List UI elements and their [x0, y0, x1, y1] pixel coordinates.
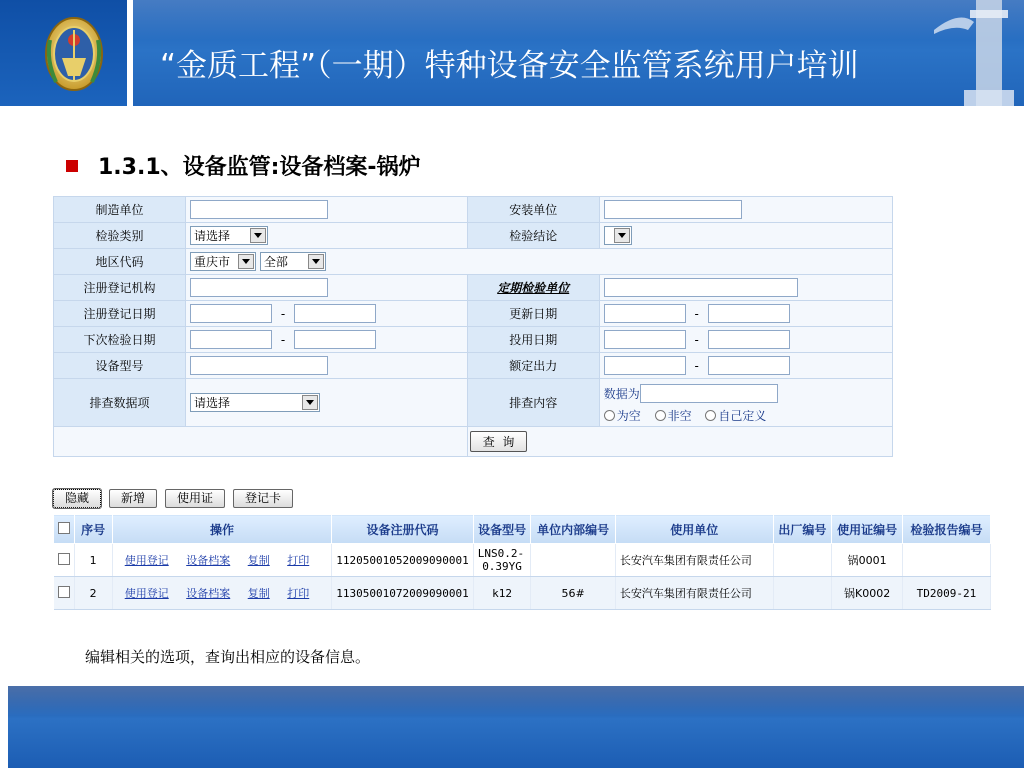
- next-inspection-from[interactable]: [190, 330, 272, 349]
- inspection-result-select[interactable]: [604, 226, 632, 245]
- header-banner: [0, 0, 1024, 112]
- table-row: [54, 544, 991, 577]
- footer-banner: [8, 686, 1024, 768]
- rated-output-from[interactable]: [604, 356, 686, 375]
- row-checkbox[interactable]: [58, 553, 70, 565]
- model-cell-line2: 0.39YG: [482, 560, 522, 573]
- report-no-cell: TD2009-21: [902, 577, 990, 610]
- model-label: 设备型号: [54, 353, 186, 379]
- registry-org-input[interactable]: [190, 278, 328, 297]
- in-use-date-label: 投用日期: [467, 327, 599, 353]
- radio-empty[interactable]: [604, 410, 615, 421]
- cert-no-cell: 锅0001: [832, 544, 903, 577]
- rated-output-to[interactable]: [708, 356, 790, 375]
- section-title: 1.3.1、设备监管:设备档案-锅炉: [98, 155, 421, 180]
- page-title: “金质工程”（一期）特种设备安全监管系统用户培训: [160, 48, 859, 84]
- print-link[interactable]: 打印: [287, 587, 310, 600]
- data-is-label: 数据为: [603, 386, 640, 401]
- chevron-down-icon: [302, 395, 318, 410]
- installer-input[interactable]: [604, 200, 742, 219]
- col-reg-code: 设备注册代码: [332, 515, 473, 544]
- hide-button[interactable]: 隐藏: [53, 489, 101, 508]
- table-row: [54, 577, 991, 610]
- use-cert-button[interactable]: 使用证: [165, 489, 225, 508]
- section-heading: [66, 150, 421, 181]
- next-inspection-label: 下次检验日期: [54, 327, 186, 353]
- registry-org-label: 注册登记机构: [54, 275, 186, 301]
- col-report-no: 检验报告编号: [902, 515, 990, 544]
- row-checkbox[interactable]: [58, 586, 70, 598]
- region-label: 地区代码: [54, 249, 186, 275]
- chevron-down-icon: [250, 228, 266, 243]
- data-is-input[interactable]: [640, 384, 778, 403]
- factory-no-cell: [773, 577, 832, 610]
- factory-no-cell: [773, 544, 832, 577]
- col-index: 序号: [74, 515, 112, 544]
- col-user-unit: 使用单位: [615, 515, 773, 544]
- registry-date-label: 注册登记日期: [54, 301, 186, 327]
- installer-label: 安装单位: [467, 197, 599, 223]
- col-internal-no: 单位内部编号: [531, 515, 615, 544]
- model-cell-line1: LNS0.2-: [477, 547, 525, 560]
- update-date-from[interactable]: [604, 304, 686, 323]
- emblem-icon: [0, 0, 128, 108]
- copy-link[interactable]: 复制: [247, 587, 270, 600]
- copy-link[interactable]: 复制: [247, 554, 270, 567]
- rated-output-label: 额定出力: [467, 353, 599, 379]
- filter-content-label: 排查内容: [467, 379, 599, 427]
- reg-code-cell: 11305001072009090001: [332, 577, 473, 610]
- equipment-file-link[interactable]: 设备档案: [186, 554, 231, 567]
- inspection-result-label: 检验结论: [467, 223, 599, 249]
- model-cell-line1: k12: [492, 586, 512, 600]
- inspection-type-label: 检验类别: [54, 223, 186, 249]
- update-date-to[interactable]: [708, 304, 790, 323]
- search-form: 制造单位 安装单位 检验类别 请选择 检验结论 地区代码 重庆市 全部 注册登记机构 定期检验单位 注册登记日期 - 更新日期 - 下次检验日期 - 投用日期 - 设备型号 额定出力 - 排查数据项 请选择 排查内容 数据为 为空 非空 自己定义 查 询: [53, 196, 893, 457]
- reg-code-cell: 11205001052009090001: [332, 544, 473, 577]
- user-unit-cell: 长安汽车集团有限责任公司: [615, 577, 773, 610]
- registry-date-from[interactable]: [190, 304, 272, 323]
- update-date-label: 更新日期: [467, 301, 599, 327]
- internal-no-cell: [531, 544, 615, 577]
- use-register-link[interactable]: 使用登记: [124, 554, 169, 567]
- manufacturer-label: 制造单位: [54, 197, 186, 223]
- col-model: 设备型号: [473, 515, 531, 544]
- region-district-select[interactable]: 全部: [260, 252, 326, 271]
- filter-field-select[interactable]: 请选择: [190, 393, 320, 412]
- chevron-down-icon: [614, 228, 630, 243]
- region-city-select[interactable]: 重庆市: [190, 252, 256, 271]
- select-all-checkbox[interactable]: [58, 522, 70, 534]
- print-link[interactable]: 打印: [287, 554, 310, 567]
- radio-custom[interactable]: [705, 410, 716, 421]
- reg-card-button[interactable]: 登记卡: [233, 489, 293, 508]
- manufacturer-input[interactable]: [190, 200, 328, 219]
- next-inspection-to[interactable]: [294, 330, 376, 349]
- equipment-file-link[interactable]: 设备档案: [186, 587, 231, 600]
- filter-field-label: 排查数据项: [54, 379, 186, 427]
- in-use-date-from[interactable]: [604, 330, 686, 349]
- query-button[interactable]: 查 询: [470, 431, 528, 452]
- row-index: 1: [74, 544, 112, 577]
- chevron-down-icon: [238, 254, 254, 269]
- row-index: 2: [74, 577, 112, 610]
- cert-no-cell: 锅K0002: [832, 577, 903, 610]
- pillar-icon: [904, 0, 1024, 106]
- add-button[interactable]: 新增: [109, 489, 157, 508]
- col-actions: 操作: [112, 515, 332, 544]
- inspection-type-select[interactable]: 请选择: [190, 226, 268, 245]
- periodic-unit-link[interactable]: 定期检验单位: [467, 275, 599, 301]
- chevron-down-icon: [308, 254, 324, 269]
- report-no-cell: [902, 544, 990, 577]
- col-cert-no: 使用证编号: [832, 515, 903, 544]
- header-divider: [127, 0, 133, 108]
- col-factory-no: 出厂编号: [773, 515, 832, 544]
- logo-box: [0, 0, 128, 108]
- periodic-unit-input[interactable]: [604, 278, 798, 297]
- model-input[interactable]: [190, 356, 328, 375]
- toolbar: [53, 489, 293, 508]
- header-bottom-line: [0, 106, 1024, 112]
- use-register-link[interactable]: 使用登记: [124, 587, 169, 600]
- table-header-row: [54, 515, 991, 544]
- instruction-note: 编辑相关的选项，查询出相应的设备信息。: [85, 648, 371, 666]
- registry-date-to[interactable]: [294, 304, 376, 323]
- results-table: [53, 514, 991, 610]
- header-gloss: [133, 0, 1024, 40]
- in-use-date-to[interactable]: [708, 330, 790, 349]
- square-bullet-icon: [66, 160, 78, 172]
- user-unit-cell: 长安汽车集团有限责任公司: [615, 544, 773, 577]
- radio-not-empty[interactable]: [655, 410, 666, 421]
- internal-no-cell: 56#: [531, 577, 615, 610]
